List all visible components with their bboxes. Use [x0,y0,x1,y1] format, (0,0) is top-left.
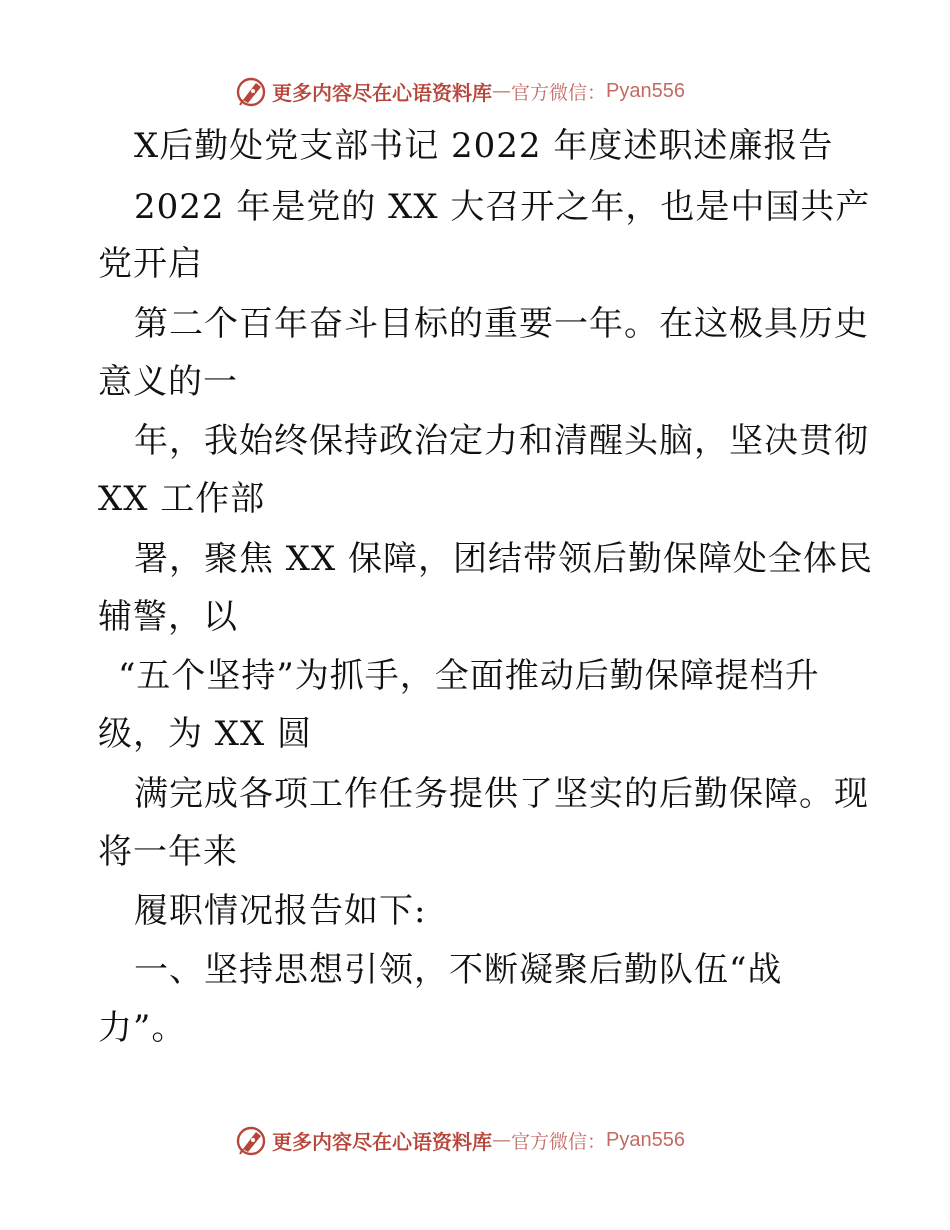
header-watermark [234,73,685,109]
footer-watermark [234,1122,685,1158]
watermark-wechat-id: Pyan556 [606,1128,685,1151]
paragraph-line: 2022 年是党的 XX 大召开之年，也是中国共产 [134,187,871,227]
watermark-wechat-label: 官方微信： [511,1130,607,1153]
watermark-main-text: 更多内容尽在心语资料库 [272,80,492,105]
paragraph-line: XX 工作部 [98,479,266,519]
watermark-wechat-label: 官方微信： [511,81,607,104]
paragraph-line: 将一年来 [98,832,238,872]
paragraph-line: 履职情况报告如下: [134,891,427,931]
paragraph-line: “五个坚持”为抓手，全面推动后勤保障提档升 [118,656,820,696]
pen-nib-logo-icon [234,74,268,108]
paragraph-line: 级，为 XX 圆 [98,714,313,754]
paragraph-line: 满完成各项工作任务提供了坚实的后勤保障。现 [134,774,869,814]
paragraph-line: 署，聚焦 XX 保障，团结带领后勤保障处全体民 [134,539,874,579]
section-heading-continuation: 力”。 [98,1008,187,1048]
watermark-separator: — [492,1129,511,1151]
paragraph-line: 党开启 [98,244,203,284]
watermark-main-text: 更多内容尽在心语资料库 [272,1129,492,1154]
paragraph-line: 辅警，以 [98,597,238,637]
paragraph-line: 第二个百年奋斗目标的重要一年。在这极具历史 [134,304,869,344]
paragraph-line: 意义的一 [98,362,238,402]
watermark-separator: — [492,80,511,102]
watermark-wechat-id: Pyan556 [606,79,685,102]
document-title: X后勤处党支部书记 2022 年度述职述廉报告 [134,126,834,166]
pen-nib-logo-icon [234,1123,268,1157]
section-heading: 一、坚持思想引领，不断凝聚后勤队伍“战 [134,950,783,990]
paragraph-line: 年，我始终保持政治定力和清醒头脑，坚决贯彻 [134,421,869,461]
